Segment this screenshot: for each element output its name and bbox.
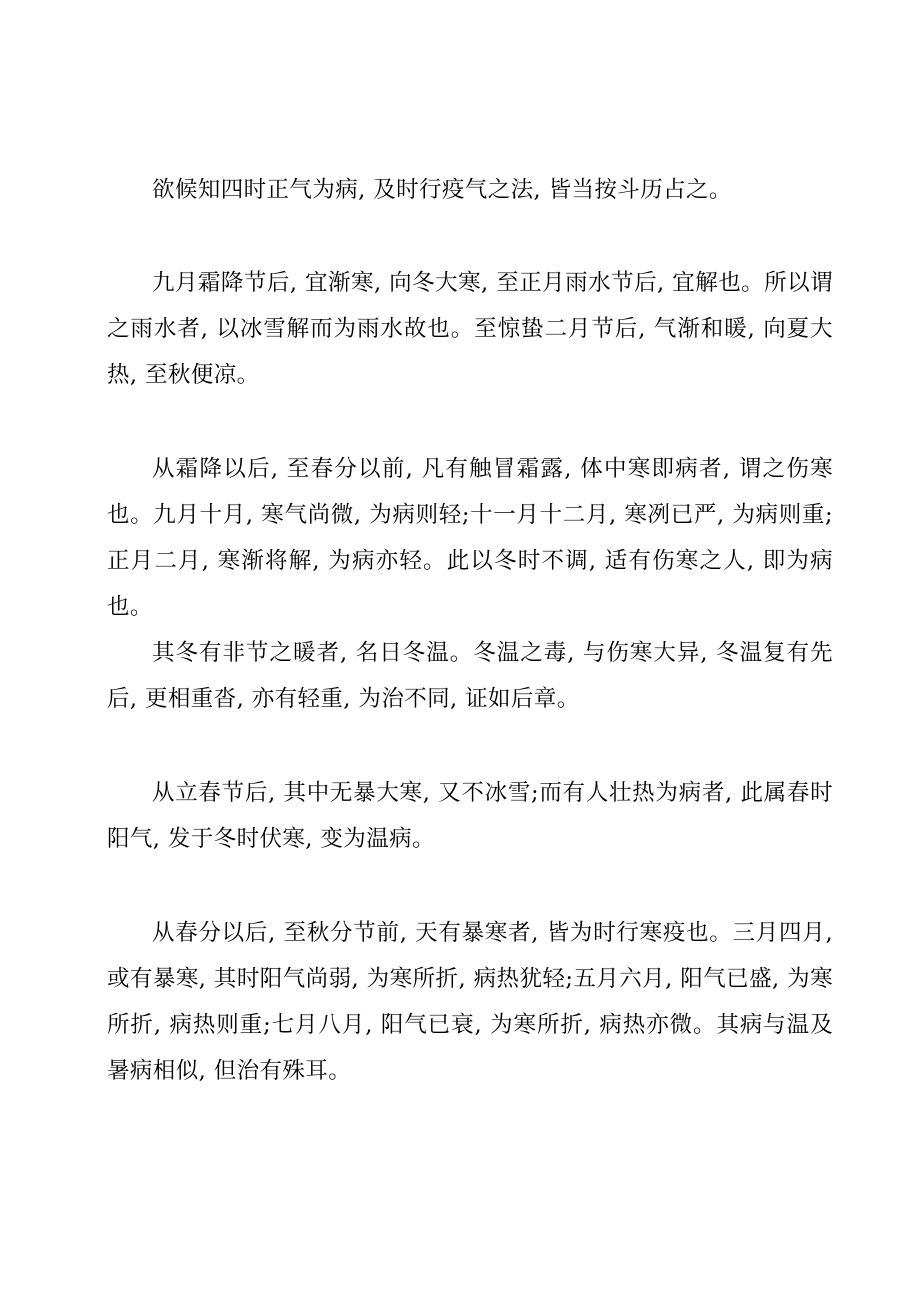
paragraph-3: 从霜降以后, 至春分以前, 凡有触冒霜露, 体中寒即病者, 谓之伤寒也。九月十月, 寒气尚微, 为病则轻;十一月十二月, 寒冽已严, 为病则重;正月二月, 寒渐将解, 为病亦轻。此以冬时不调, 适有伤寒之人, 即为病也。 [107, 456, 833, 620]
paragraph-2: 九月霜降节后, 宜渐寒, 向冬大寒, 至正月雨水节后, 宜解也。所以谓之雨水者, 以冰雪解而为雨水故也。至惊蛰二月节后, 气渐和暖, 向夏大热, 至秋便凉。 [107, 270, 833, 388]
paragraph-5: 从立春节后, 其中无暴大寒, 又不冰雪;而有人壮热为病者, 此属春时阳气, 发于冬时伏寒, 变为温病。 [107, 780, 833, 852]
paragraph-4: 其冬有非节之暖者, 名日冬温。冬温之毒, 与伤寒大异, 冬温复有先后, 更相重沓, 亦有轻重, 为治不同, 证如后章。 [107, 640, 833, 712]
paragraph-6: 从春分以后, 至秋分节前, 天有暴寒者, 皆为时行寒疫也。三月四月, 或有暴寒, 其时阳气尚弱, 为寒所折, 病热犹轻;五月六月, 阳气已盛, 为寒所折, 病热则重;七月八月, 阳气已衰, 为寒所折, 病热亦微。其病与温及暑病相似, 但治有殊耳。 [107, 920, 833, 1084]
paragraph-1: 欲候知四时正气为病, 及时行疫气之法, 皆当按斗历占之。 [152, 177, 732, 203]
